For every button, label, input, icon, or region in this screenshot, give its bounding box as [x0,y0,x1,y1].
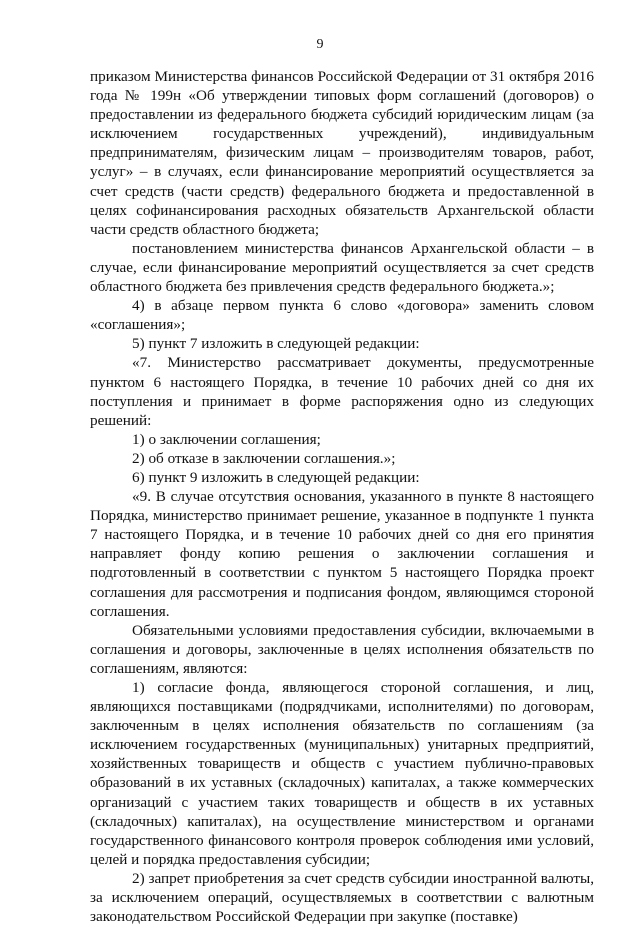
paragraph-2: постановлением министерства финансов Архангельской области – в случае, если финансирование мероприятий осуществляется за счет средств областного бюджета без привлечения средств федерального бюджета.»; [90,239,594,296]
paragraph-9: «9. В случае отсутствия основания, указанного в пункте 8 настоящего Порядка, министерство принимает решение, указанное в подпункте 1 пункта 7 настоящего Порядка, и в течение 10 рабочих дней со дня его принятия направляет фонду копию решения о заключении соглашения и подготовленный в соответствии с пунктом 5 настоящего Порядка проект соглашения для рассмотрения и подписания фондом, являющимся стороной соглашения. [90,488,594,620]
paragraph-5: «7. Министерство рассматривает документы, предусмотренные пунктом 6 настоящего Порядка, в течение 10 рабочих дней со дня их поступления и принимает в форме распоряжения одно из следующих решений: [90,354,594,429]
paragraph-6: 1) о заключении соглашения; [132,430,321,448]
paragraph-12: 2) запрет приобретения за счет средств субсидии иностранной валюты, за исключением операций, осуществляемых в соответствии с валютным законодательством Российской Федерации при закупке (поставке) [90,869,594,926]
page-number: 9 [316,37,324,52]
paragraph-4: 5) пункт 7 изложить в следующей редакции: [132,335,420,353]
paragraph-8: 6) пункт 9 изложить в следующей редакции: [132,468,420,486]
paragraph-10: Обязательными условиями предоставления субсидии, включаемыми в соглашения и договоры, заключенные в целях исполнения обязательств по соглашениям, являются: [90,621,594,677]
paragraph-11: 1) согласие фонда, являющегося стороной соглашения, и лиц, являющихся поставщиками (подрядчиками, исполнителями) по договорам, заключенным в целях исполнения обязательств по соглашениям (за исключением государственных (муниципальных) унитарных предприятий, хозяйственных товариществ и обществ с участием публично-правовых образований в их уставных (складочных) капиталах, а также коммерческих организаций с участием таких товариществ и обществ в их уставных (складочных) капиталах), на осуществление министерством и органами государственного финансового контроля проверок соблюдения ими условий, целей и порядка предоставления субсидии; [90,679,594,868]
paragraph-7: 2) об отказе в заключении соглашения.»; [132,449,396,467]
document-body [90,67,594,926]
paragraph-1: приказом Министерства финансов Российской Федерации от 31 октября 2016 года № 199н «Об утверждении типовых форм соглашений (договоров) о предоставлении из федерального бюджета субсидий юридическим лицам (за исключением государственных учреждений), индивидуальным предпринимателям, физическим лицам – производителям товаров, работ, услуг» – в случаях, если финансирование мероприятий осуществляется за счет средств (части средств) федерального бюджета и предоставленной в целях софинансирования расходных обязательств Архангельской области части средств областного бюджета; [90,68,594,238]
paragraph-3: 4) в абзаце первом пункта 6 слово «договора» заменить словом «соглашения»; [90,297,594,334]
